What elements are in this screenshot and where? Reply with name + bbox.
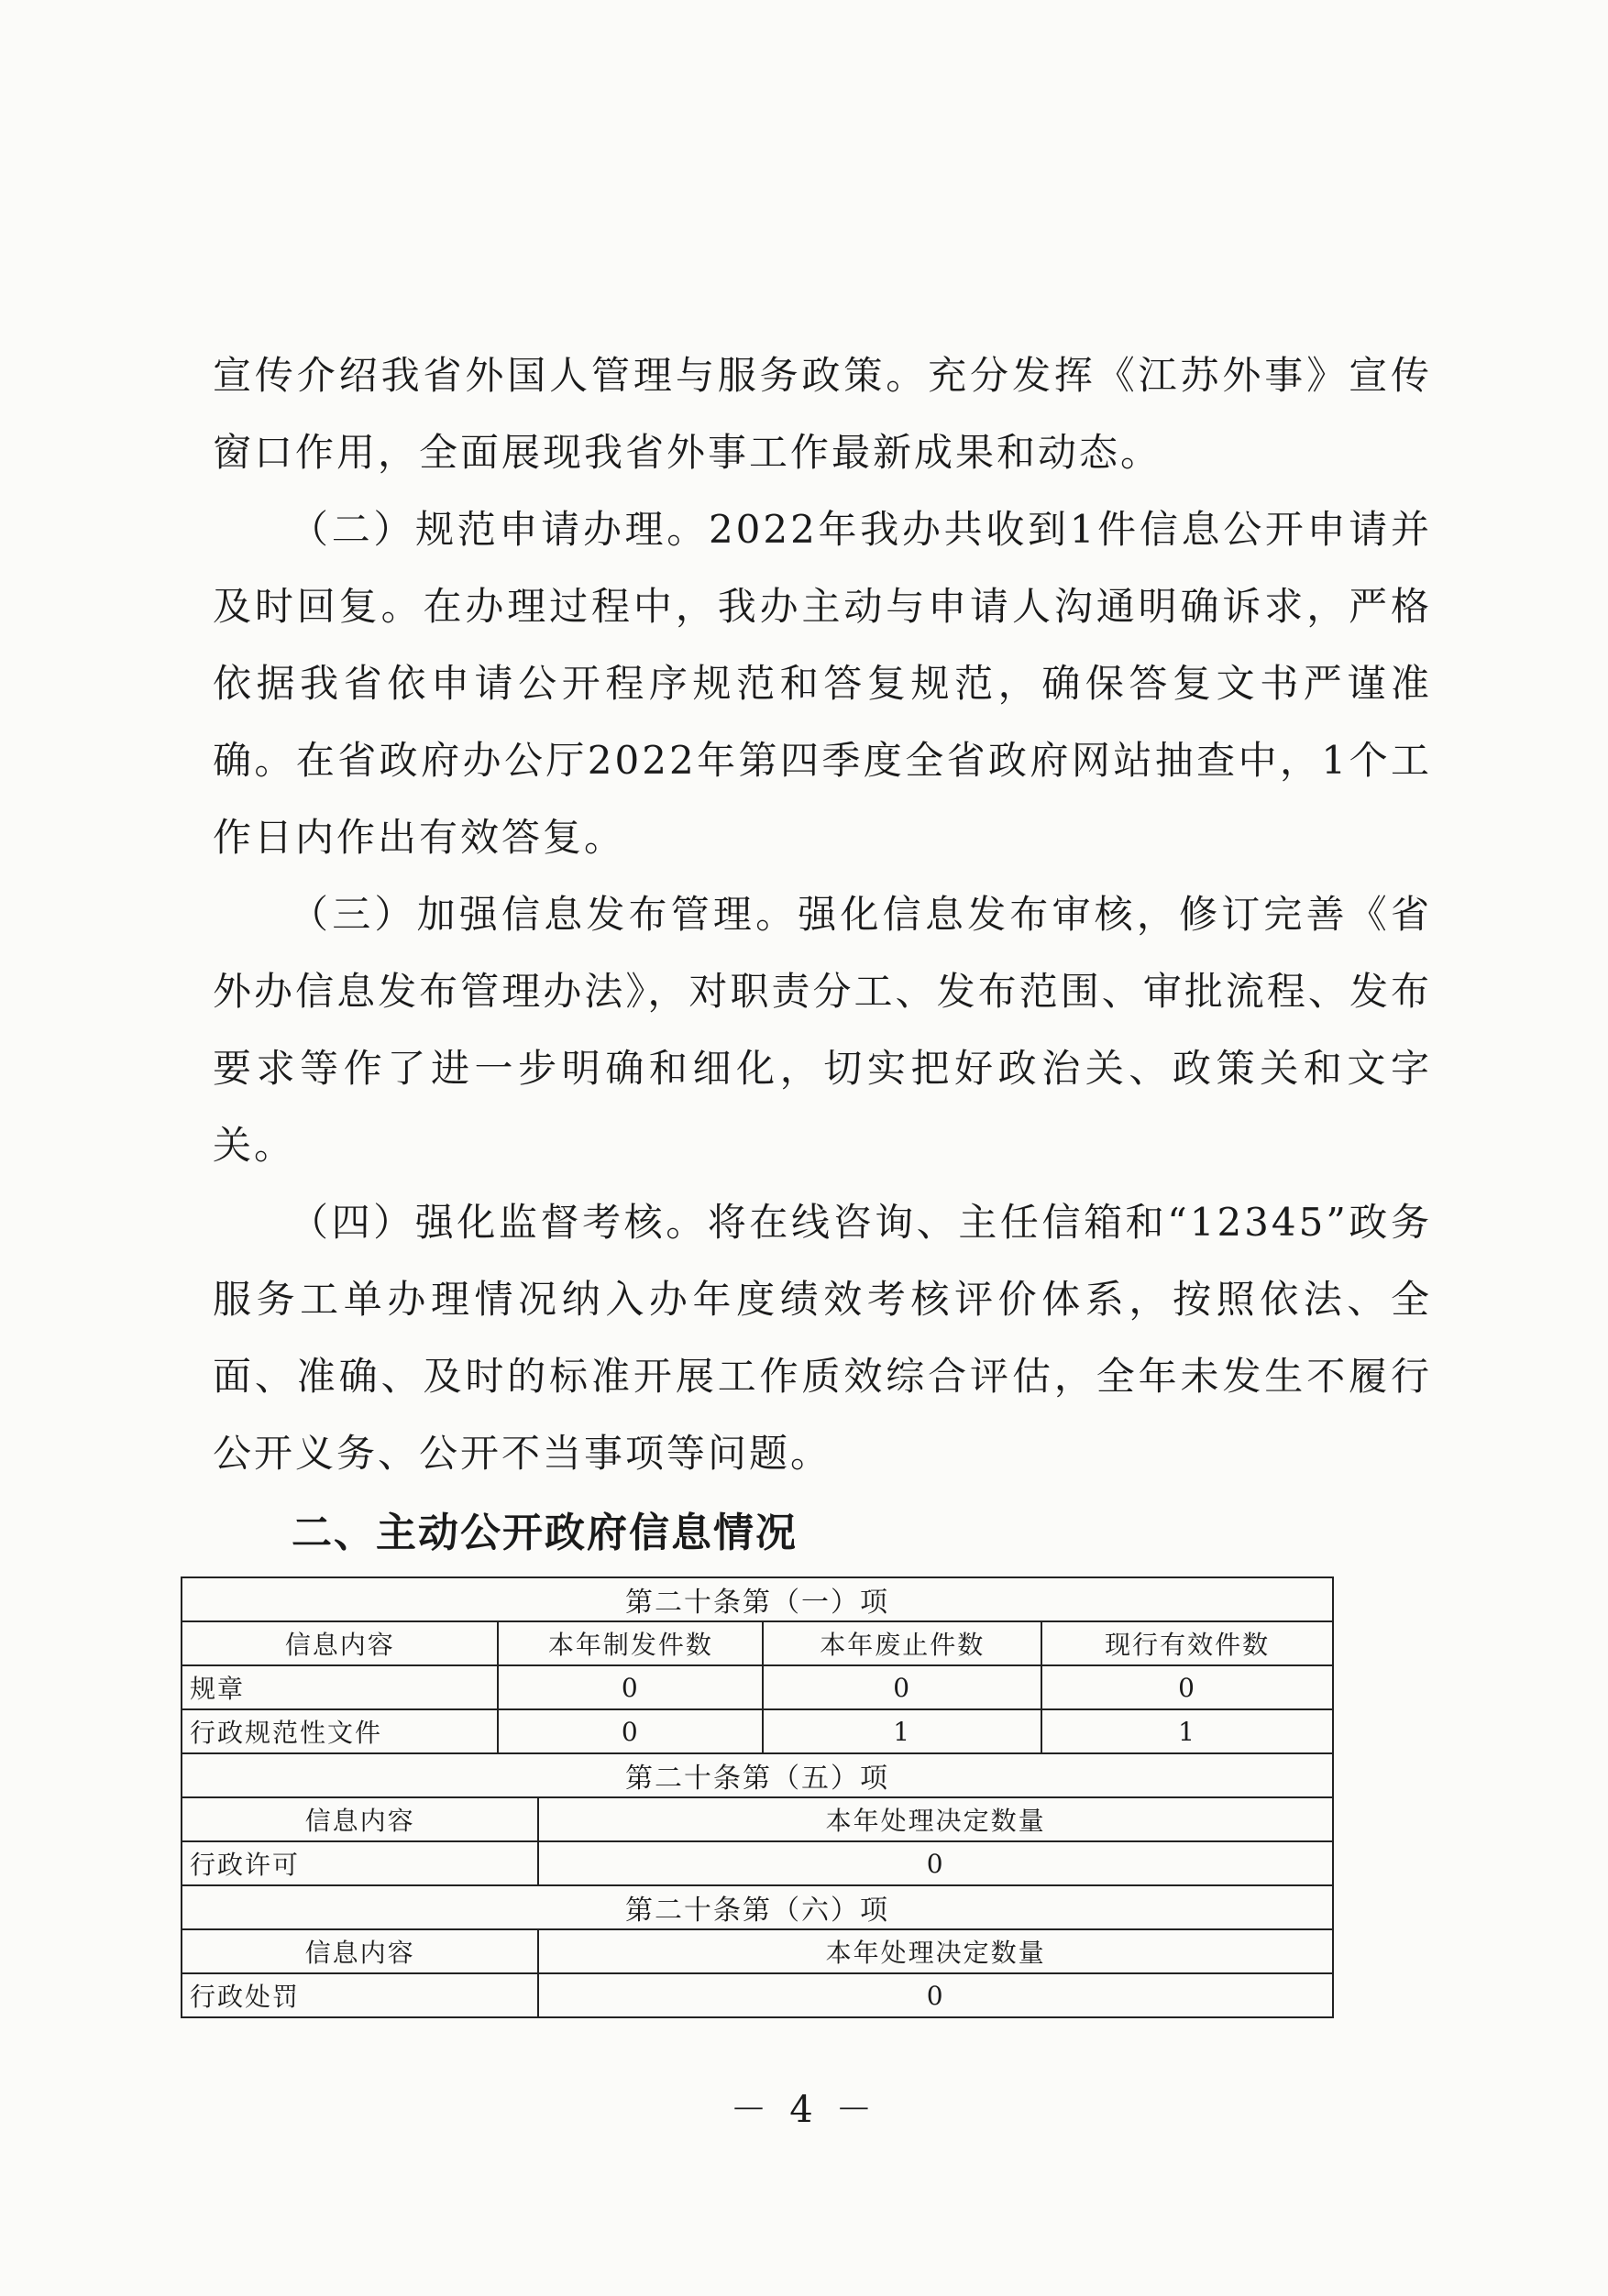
table1-row1-abolished: 0 <box>763 1665 1041 1709</box>
table1-row2-abolished: 1 <box>763 1709 1041 1753</box>
table2-row1-label: 行政许可 <box>182 1841 538 1885</box>
table2-row1-value: 0 <box>538 1841 1333 1885</box>
table-row <box>182 1973 1333 2017</box>
table-row <box>182 1841 1333 1885</box>
table1-row2-issued: 0 <box>498 1709 763 1753</box>
table2-header-decisions: 本年处理决定数量 <box>538 1797 1333 1841</box>
body-text <box>213 337 1432 1492</box>
table2-header-content: 信息内容 <box>182 1797 538 1841</box>
table1-row1-valid: 0 <box>1041 1665 1333 1709</box>
table-row <box>182 1665 1333 1709</box>
page-number: － 4 － <box>730 2089 878 2131</box>
table1-row1-issued: 0 <box>498 1665 763 1709</box>
table3-title-row <box>182 1885 1333 1929</box>
table1-header-abolished: 本年废止件数 <box>763 1621 1041 1665</box>
table1-title: 第二十条第（一）项 <box>182 1577 1333 1621</box>
paragraph-application-handling: （二）规范申请办理。2022年我办共收到1件信息公开申请并及时回复。在办理过程中，我办主动与申请人沟通明确诉求，严格依据我省依申请公开程序规范和答复规范，确保答复文书严谨准确。在省政府办公厅2022年第四季度全省政府网站抽查中，1个工作日内作出有效答复。 <box>213 507 1432 860</box>
table1-row2-valid: 1 <box>1041 1709 1333 1753</box>
table3-header-content: 信息内容 <box>182 1929 538 1973</box>
disclosure-tables <box>181 1576 1334 2018</box>
table2-title: 第二十条第（五）项 <box>182 1753 1333 1797</box>
section-heading: 二、主动公开政府信息情况 <box>292 1510 798 1556</box>
paragraph-supervision: （四）强化监督考核。将在线咨询、主任信箱和“12345”政务服务工单办理情况纳入办年度绩效考核评价体系，按照依法、全面、准确、及时的标准开展工作质效综合评估，全年未发生不履行公开义务、公开不当事项等问题。 <box>213 1200 1432 1476</box>
table3-title: 第二十条第（六）项 <box>182 1885 1333 1929</box>
table1-row2-label: 行政规范性文件 <box>182 1709 498 1753</box>
table2-header-row <box>182 1797 1333 1841</box>
table3-header-row <box>182 1929 1333 1973</box>
table-row <box>182 1709 1333 1753</box>
paragraph-release-management: （三）加强信息发布管理。强化信息发布审核，修订完善《省外办信息发布管理办法》，对职责分工、发布范围、审批流程、发布要求等作了进一步明确和细化，切实把好政治关、政策关和文字关。 <box>213 892 1432 1168</box>
table2-title-row <box>182 1753 1333 1797</box>
table1-header-valid: 现行有效件数 <box>1041 1621 1333 1665</box>
disclosure-table <box>181 1576 1334 2018</box>
table1-header-content: 信息内容 <box>182 1621 498 1665</box>
table3-row1-value: 0 <box>538 1973 1333 2017</box>
table1-header-row <box>182 1621 1333 1665</box>
table1-title-row <box>182 1577 1333 1621</box>
paragraph-continuation: 宣传介绍我省外国人管理与服务政策。充分发挥《江苏外事》宣传窗口作用，全面展现我省外事工作最新成果和动态。 <box>213 353 1432 475</box>
table1-header-issued: 本年制发件数 <box>498 1621 763 1665</box>
table1-row1-label: 规章 <box>182 1665 498 1709</box>
table3-row1-label: 行政处罚 <box>182 1973 538 2017</box>
table3-header-decisions: 本年处理决定数量 <box>538 1929 1333 1973</box>
